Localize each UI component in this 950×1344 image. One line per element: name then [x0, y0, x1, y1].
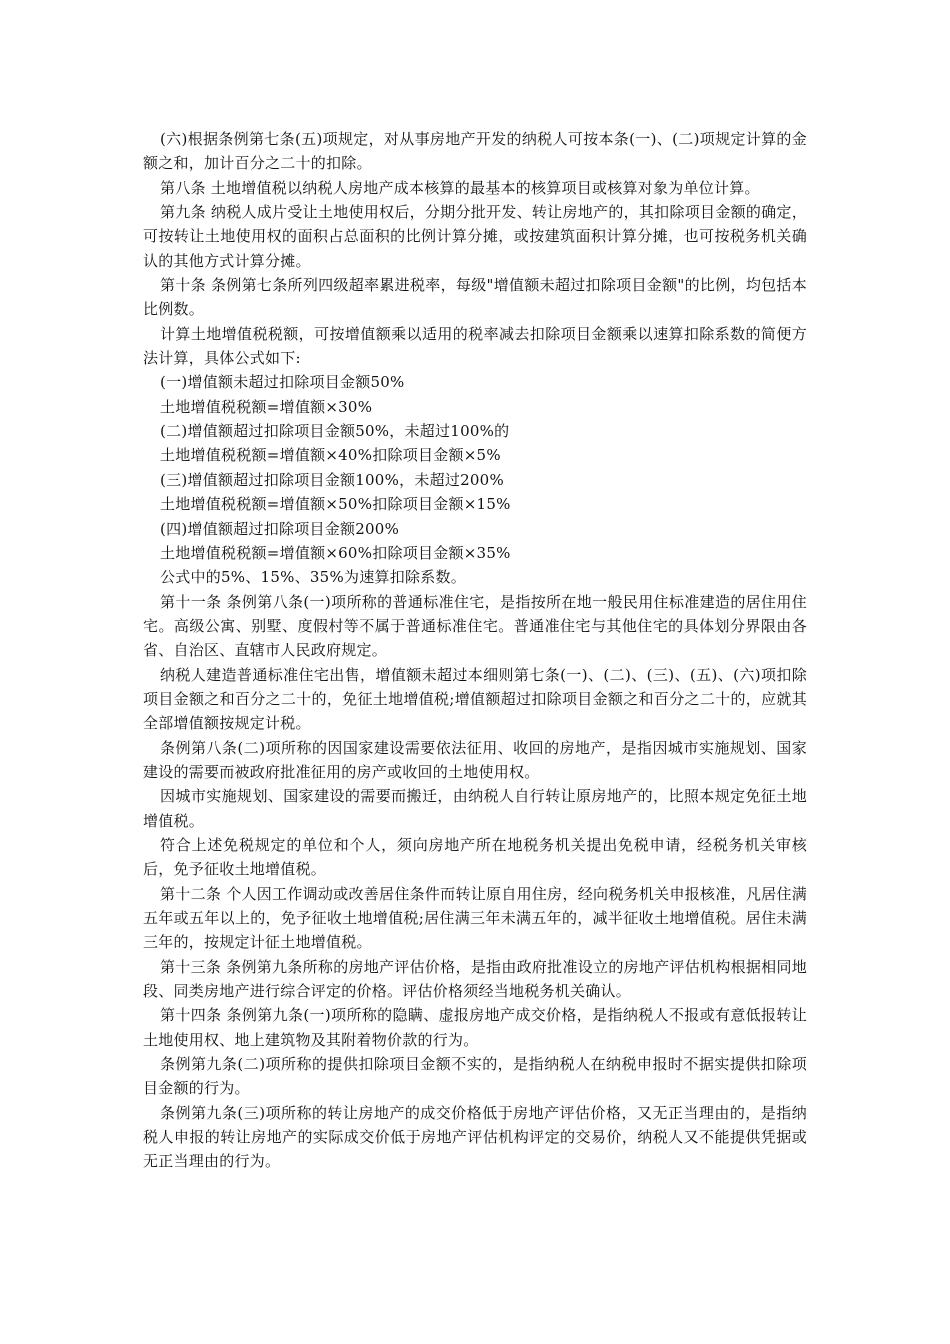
paragraph: 条例第八条(二)项所称的因国家建设需要依法征用、收回的房地产，是指因城市实施规划、国家建设的需要而被政府批准征用的房产或收回的土地使用权。: [143, 738, 807, 781]
paragraph: 因城市实施规划、国家建设的需要而搬迁，由纳税人自行转让原房地产的，比照本规定免征土地增值税。: [143, 787, 807, 830]
paragraph: 条例第九条(三)项所称的转让房地产的成交价格低于房地产评估价格，又无正当理由的，是指纳税人申报的转让房地产的实际成交价低于房地产评估机构评定的交易价，纳税人又不能提供凭据或无正当理由的行为。: [143, 1103, 807, 1171]
paragraph: 第十三条 条例第九条所称的房地产评估价格，是指由政府批准设立的房地产评估机构根据相同地段、同类房地产进行综合评定的价格。评估价格须经当地税务机关确认。: [143, 957, 807, 1001]
paragraph: 公式中的5%、15%、35%为速算扣除系数。: [160, 568, 466, 587]
formula-line: 土地增值税税额=增值额×30%: [160, 397, 373, 416]
formula-line: (三)增值额超过扣除项目金额100%，未超过200%: [160, 470, 504, 489]
formula-line: (一)增值额未超过扣除项目金额50%: [160, 373, 405, 392]
formula-line: 土地增值税税额=增值额×40%扣除项目金额×5%: [160, 446, 501, 465]
paragraph: 第十条 条例第七条所列四级超率累进税率，每级"增值额未超过扣除项目金额"的比例，均包括本比例数。: [143, 276, 807, 319]
paragraph: 条例第九条(二)项所称的提供扣除项目金额不实的，是指纳税人在纳税申报时不据实提供扣除项目金额的行为。: [143, 1055, 807, 1098]
formula-line: 土地增值税税额=增值额×50%扣除项目金额×15%: [160, 495, 511, 514]
paragraph: 符合上述免税规定的单位和个人，须向房地产所在地税务机关提出免税申请，经税务机关审核后，免予征收土地增值税。: [143, 835, 807, 879]
paragraph: 第十一条 条例第八条(一)项所称的普通标准住宅，是指按所在地一般民用住标准建造的居住用住宅。高级公寓、别墅、度假村等不属于普通标准住宅。普通准住宅与其他住宅的具体划分界限由各省、自治区、直辖市人民政府规定。: [143, 592, 807, 660]
paragraph: 纳税人建造普通标准住宅出售，增值额未超过本细则第七条(一)、(二)、(三)、(五)、(六)项扣除项目金额之和百分之二十的，免征土地增值税;增值额超过扣除项目金额之和百分之二十的，应就其全部增值额按规定计税。: [143, 665, 807, 733]
formula-line: (二)增值额超过扣除项目金额50%，未超过100%的: [160, 422, 510, 441]
paragraph: 计算土地增值税税额，可按增值额乘以适用的税率减去扣除项目金额乘以速算扣除系数的简便方法计算，具体公式如下:: [143, 324, 807, 368]
paragraph: 第九条 纳税人成片受让土地使用权后，分期分批开发、转让房地产的，其扣除项目金额的确定，可按转让土地使用权的面积占总面积的比例计算分摊，或按建筑面积计算分摊，也可按税务机关确认的其他方式计算分摊。: [143, 203, 807, 270]
paragraph: 第十四条 条例第九条(一)项所称的隐瞒、虚报房地产成交价格，是指纳税人不报或有意低报转让土地使用权、地上建筑物及其附着物价款的行为。: [143, 1006, 807, 1049]
formula-line: (四)增值额超过扣除项目金额200%: [160, 519, 400, 538]
paragraph: (六)根据条例第七条(五)项规定，对从事房地产开发的纳税人可按本条(一)、(二)项规定计算的金额之和，加计百分之二十的扣除。: [143, 130, 807, 173]
document-body: [143, 127, 807, 1174]
paragraph: 第八条 土地增值税以纳税人房地产成本核算的最基本的核算项目或核算对象为单位计算。: [160, 178, 760, 197]
paragraph: 第十二条 个人因工作调动或改善居住条件而转让原自用住房，经向税务机关申报核准，凡居住满五年或五年以上的，免予征收土地增值税;居住满三年未满五年的，减半征收土地增值税。居住未满三年的，按规定计征土地增值税。: [143, 884, 807, 952]
formula-line: 土地增值税税额=增值额×60%扣除项目金额×35%: [160, 543, 511, 562]
